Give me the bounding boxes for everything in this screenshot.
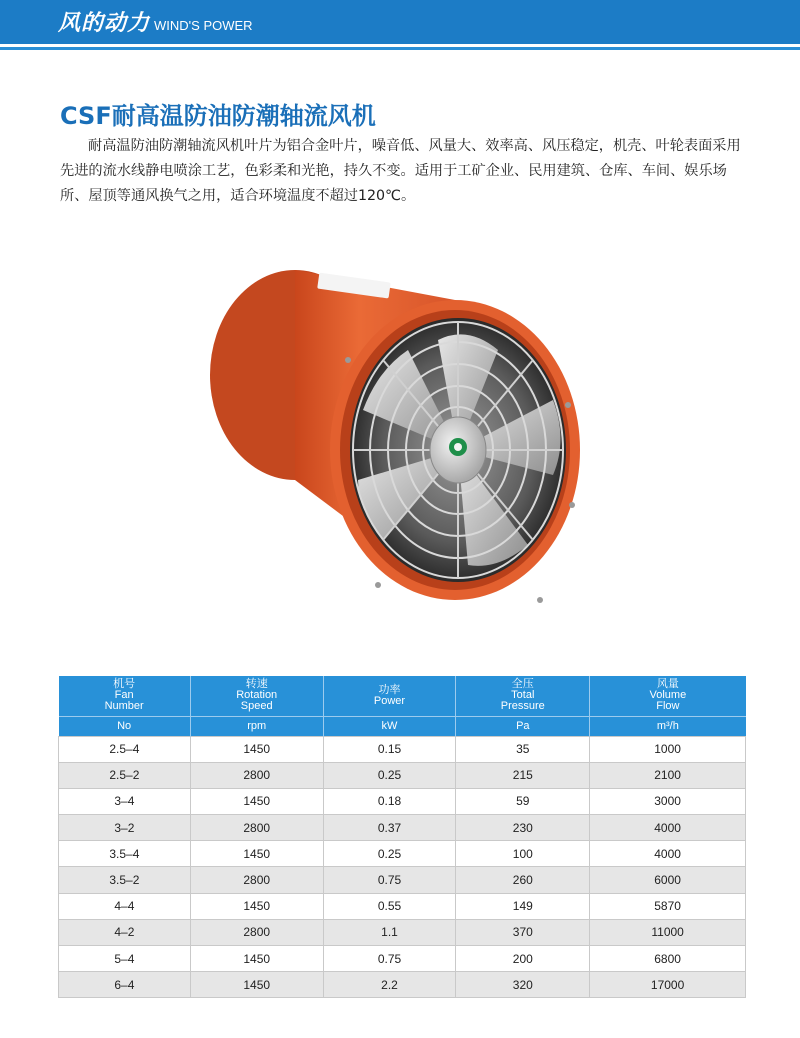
table-cell: 2800 — [190, 815, 323, 841]
table-cell: 1450 — [190, 788, 323, 814]
table-cell: 3000 — [590, 788, 746, 814]
table-row — [59, 867, 746, 893]
table-cell: 0.18 — [323, 788, 456, 814]
brand-name-cn: 风的动力 — [58, 11, 151, 36]
table-row — [59, 841, 746, 867]
table-cell: 0.55 — [323, 893, 456, 919]
unit-cell: m³/h — [590, 716, 746, 736]
table-cell: 1.1 — [323, 919, 456, 945]
table-cell: 1450 — [190, 946, 323, 972]
table-cell: 6000 — [590, 867, 746, 893]
table-cell: 320 — [456, 972, 590, 998]
table-cell: 6800 — [590, 946, 746, 972]
product-description: 耐高温防油防潮轴流风机叶片为铝合金叶片，噪音低、风量大、效率高、风压稳定，机壳、叶轮表面采用先进的流水线静电喷涂工艺，色彩柔和光艳，持久不变。适用于工矿企业、民用建筑、仓库、车间、娱乐场所、屋顶等通风换气之用，适合环境温度不超过120℃。 — [60, 138, 741, 204]
header-fan-number: 机号 Fan Number — [59, 676, 191, 716]
table-cell: 0.37 — [323, 815, 456, 841]
table-cell: 2100 — [590, 762, 746, 788]
table-row — [59, 972, 746, 998]
header-divider — [0, 47, 800, 50]
table-row — [59, 946, 746, 972]
table-cell: 1000 — [590, 736, 746, 762]
brand-logo — [58, 6, 253, 37]
table-cell: 215 — [456, 762, 590, 788]
table-cell: 0.75 — [323, 867, 456, 893]
table-cell: 11000 — [590, 919, 746, 945]
table-cell: 1450 — [190, 841, 323, 867]
unit-cell: kW — [323, 716, 456, 736]
table-row — [59, 762, 746, 788]
header-power: 功率 Power — [323, 676, 456, 716]
table-cell: 35 — [456, 736, 590, 762]
table-cell: 4–4 — [59, 893, 191, 919]
unit-cell: Pa — [456, 716, 590, 736]
table-cell: 17000 — [590, 972, 746, 998]
table-cell: 149 — [456, 893, 590, 919]
table-cell: 0.75 — [323, 946, 456, 972]
table-cell: 200 — [456, 946, 590, 972]
axial-fan-illustration — [200, 255, 600, 615]
table-row — [59, 788, 746, 814]
table-cell: 100 — [456, 841, 590, 867]
table-cell: 3.5–4 — [59, 841, 191, 867]
unit-cell: No — [59, 716, 191, 736]
table-cell: 3–4 — [59, 788, 191, 814]
table-cell: 59 — [456, 788, 590, 814]
table-cell: 3–2 — [59, 815, 191, 841]
header-rotation-speed: 转速 Rotation Speed — [190, 676, 323, 716]
header-total-pressure: 全压 Total Pressure — [456, 676, 590, 716]
table-cell: 0.25 — [323, 841, 456, 867]
table-row — [59, 893, 746, 919]
table-cell: 1450 — [190, 736, 323, 762]
table-row — [59, 815, 746, 841]
table-cell: 2800 — [190, 867, 323, 893]
table-cell: 3.5–2 — [59, 867, 191, 893]
table-cell: 2.5–2 — [59, 762, 191, 788]
table-cell: 0.15 — [323, 736, 456, 762]
table-cell: 1450 — [190, 893, 323, 919]
fan-product-image — [200, 255, 600, 615]
table-cell: 1450 — [190, 972, 323, 998]
table-unit-row — [59, 716, 746, 736]
header-volume-flow: 风量 Volume Flow — [590, 676, 746, 716]
brand-name-en: WIND'S POWER — [154, 18, 253, 33]
table-row — [59, 736, 746, 762]
table-cell: 5–4 — [59, 946, 191, 972]
table-cell: 2800 — [190, 762, 323, 788]
table-cell: 5870 — [590, 893, 746, 919]
table-cell: 2.2 — [323, 972, 456, 998]
table-row — [59, 919, 746, 945]
table-cell: 2800 — [190, 919, 323, 945]
table-cell: 370 — [456, 919, 590, 945]
product-title: CSF耐高温防油防潮轴流风机 — [60, 102, 376, 130]
table-cell: 4000 — [590, 815, 746, 841]
table-cell: 230 — [456, 815, 590, 841]
table-cell: 4–2 — [59, 919, 191, 945]
spec-table — [58, 676, 746, 998]
table-cell: 0.25 — [323, 762, 456, 788]
table-cell: 6–4 — [59, 972, 191, 998]
table-cell: 260 — [456, 867, 590, 893]
table-cell: 2.5–4 — [59, 736, 191, 762]
table-cell: 4000 — [590, 841, 746, 867]
unit-cell: rpm — [190, 716, 323, 736]
table-header-row — [59, 676, 746, 716]
table-body — [59, 736, 746, 998]
